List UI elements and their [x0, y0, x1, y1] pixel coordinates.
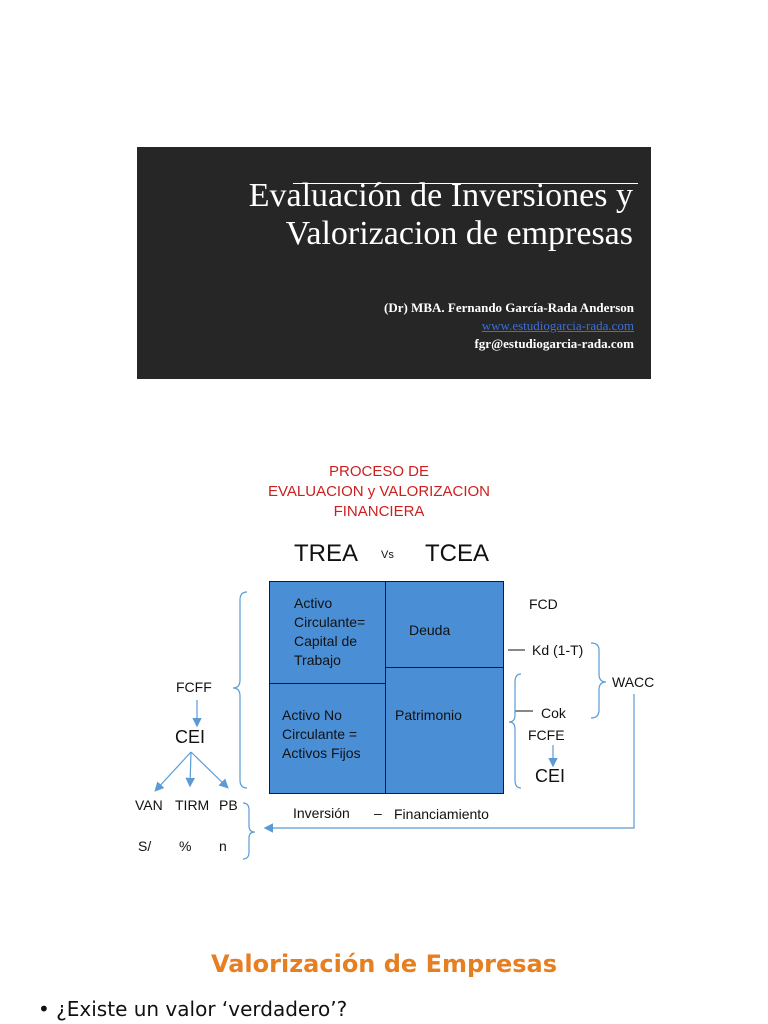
cei-right-label: CEI	[535, 766, 566, 786]
inversion-label: Inversión	[293, 805, 350, 821]
pb-label: PB	[219, 797, 238, 813]
fcfe-label: FCFE	[528, 727, 565, 743]
dash-label: –	[374, 805, 382, 821]
box-activo-no-circulante	[269, 683, 386, 794]
diagram-title	[229, 462, 529, 522]
vs-label: Vs	[381, 549, 394, 561]
percent-label: %	[179, 838, 192, 854]
patrimonio-brace	[509, 674, 521, 788]
kd-label: Kd (1-T)	[532, 642, 584, 658]
diagram-title-line3: FINANCIERA	[333, 503, 425, 520]
author-name: (Dr) MBA. Fernando García-Rada Anderson	[383, 300, 634, 315]
box-patrimonio-label: Patrimonio	[395, 707, 462, 723]
tirm-label: TIRM	[175, 797, 210, 813]
wacc-label: WACC	[612, 674, 655, 690]
box-activo-circulante	[269, 581, 386, 684]
slide2-bullet: • ¿Existe un valor ‘verdadero’?	[38, 997, 348, 1021]
financiamiento-label: Financiamiento	[394, 806, 489, 822]
tcea-label: TCEA	[425, 540, 490, 567]
soles-label: S/	[138, 838, 152, 854]
box-patrimonio	[385, 667, 504, 794]
cei-tirm-arrow	[190, 752, 191, 785]
cei-left-label: CEI	[175, 727, 206, 747]
fcff-label: FCFF	[176, 679, 212, 695]
box-deuda	[385, 581, 504, 668]
website-link[interactable]: www.estudiogarcia-rada.com	[481, 318, 634, 333]
cok-label: Cok	[541, 705, 566, 721]
metrics-brace	[243, 803, 255, 859]
diagram-title-line1: PROCESO DE	[328, 463, 430, 480]
n-label: n	[219, 838, 227, 854]
cei-van-arrow	[156, 752, 191, 790]
fcd-label: FCD	[529, 596, 558, 612]
cover-title	[143, 177, 633, 253]
van-label: VAN	[135, 797, 163, 813]
author-block	[384, 299, 634, 353]
left-brace	[233, 592, 247, 788]
box-activo-no-circulante-label: Activo No Circulante = Activos Fijos	[282, 707, 361, 761]
cei-pb-arrow	[191, 752, 227, 787]
box-activo-circulante-label: Activo Circulante= Capital de Trabajo	[294, 595, 366, 668]
email-text: fgr@estudiogarcia-rada.com	[474, 336, 634, 351]
cover-title-line1: Evaluación de Inversiones y	[248, 177, 633, 214]
slide2-bullet-text: ¿Existe un valor ‘verdadero’?	[56, 997, 348, 1021]
cover-title-line2: Valorizacion de empresas	[285, 215, 633, 252]
box-deuda-label: Deuda	[409, 622, 451, 638]
cover-slide	[137, 147, 651, 379]
trea-label: TREA	[294, 540, 359, 567]
wacc-brace	[591, 643, 606, 718]
diagram-title-line2: EVALUACION y VALORIZACION	[268, 483, 490, 500]
slide2-title: Valorización de Empresas	[210, 950, 558, 978]
